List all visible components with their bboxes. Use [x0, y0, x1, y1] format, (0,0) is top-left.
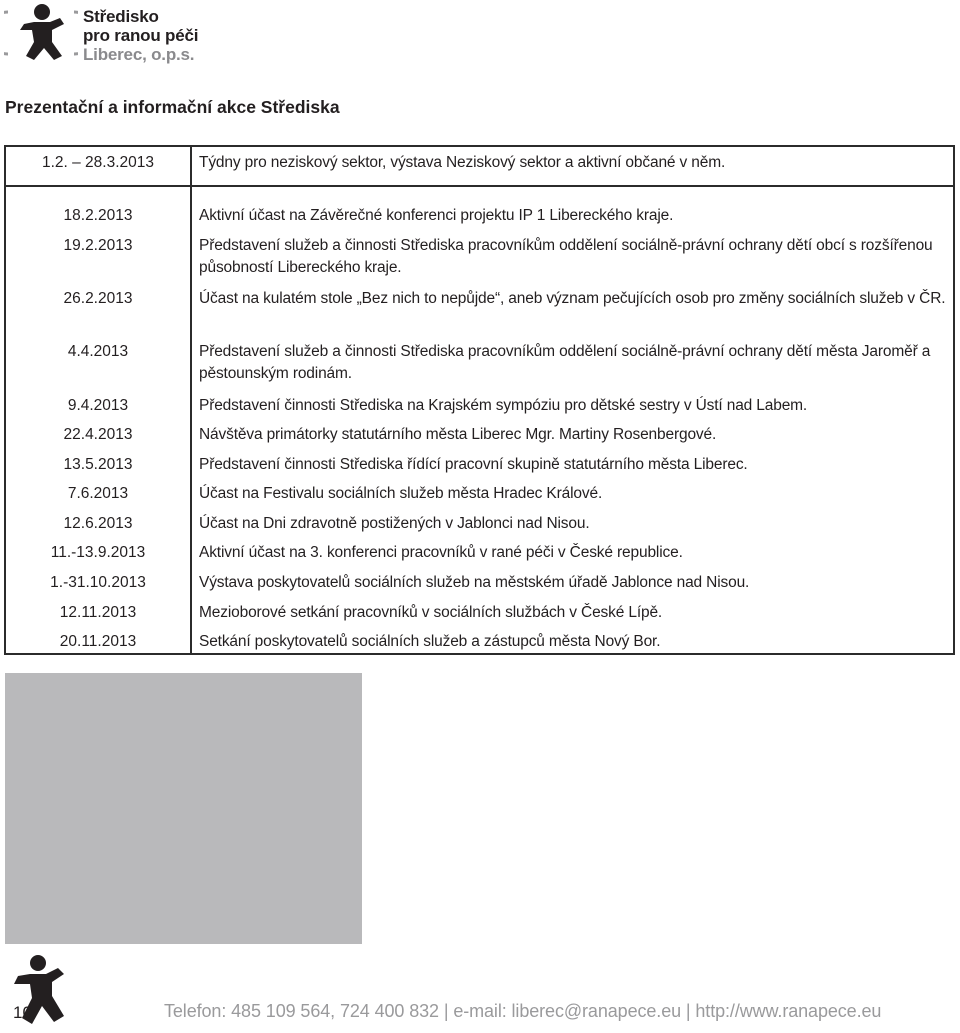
- event-description: Aktivní účast na Závěrečné konferenci projektu IP 1 Libereckého kraje.: [199, 207, 674, 224]
- event-description: Mezioborové setkání pracovníků v sociálních službách v České Lípě.: [199, 604, 663, 621]
- event-description: Představení činnosti Střediska řídící pracovní skupině statutárního města Liberec.: [199, 456, 748, 473]
- event-date: 9.4.2013: [67, 397, 129, 414]
- events-table: [4, 145, 955, 655]
- event-description: Účast na Dni zdravotně postižených v Jablonci nad Nisou.: [199, 515, 590, 532]
- event-date: 19.2.2013: [63, 237, 133, 254]
- column-divider: [190, 147, 192, 653]
- event-description: Setkání poskytovatelů sociálních služeb a zástupců města Nový Bor.: [199, 633, 661, 650]
- event-date: 18.2.2013: [63, 207, 133, 224]
- event-description: Návštěva primátorky statutárního města Liberec Mgr. Martiny Rosenbergové.: [199, 426, 717, 443]
- first-row-divider: [6, 185, 953, 187]
- organization-logo: [4, 2, 264, 64]
- event-description: Představení služeb a činnosti Střediska pracovníkům oddělení sociálně-právní ochrany dětí obcí s rozšířenou působností Libereckého kraje.: [199, 237, 933, 276]
- event-date: 13.5.2013: [63, 456, 133, 473]
- event-date: 7.6.2013: [67, 485, 129, 502]
- logo-line-2: pro ranou péči: [83, 26, 199, 45]
- logo-line-1: Středisko: [83, 7, 159, 26]
- event-description: Týdny pro neziskový sektor, výstava Neziskový sektor a aktivní občané v něm.: [199, 154, 726, 171]
- child-figure-logo-icon: [4, 2, 78, 64]
- event-description: Aktivní účast na 3. konferenci pracovníků v rané péči v České republice.: [199, 544, 683, 561]
- logo-text: [83, 7, 198, 64]
- event-date: 1.2. – 28.3.2013: [41, 154, 155, 171]
- logo-line-3: Liberec, o.p.s.: [83, 45, 195, 64]
- event-date: 1.-31.10.2013: [50, 574, 146, 591]
- section-heading: Prezentační a informační akce Střediska: [5, 97, 340, 117]
- event-date: 26.2.2013: [63, 290, 133, 307]
- event-description: Výstava poskytovatelů sociálních služeb na městském úřadě Jablonce nad Nisou.: [199, 574, 750, 591]
- event-description: Představení služeb a činnosti Střediska pracovníkům oddělení sociálně-právní ochrany dětí města Jaroměř a pěstounským rodinám.: [199, 343, 931, 382]
- event-date: 12.11.2013: [59, 604, 137, 621]
- event-date: 20.11.2013: [59, 633, 137, 650]
- footer-contact-info: Telefon: 485 109 564, 724 400 832 | e-mail: liberec@ranapece.eu | http://www.ranapece.eu: [164, 1001, 882, 1021]
- grey-image-placeholder: [5, 673, 362, 944]
- event-date: 12.6.2013: [63, 515, 133, 532]
- event-date: 22.4.2013: [63, 426, 133, 443]
- event-description: Účast na kulatém stole „Bez nich to nepůjde“, aneb význam pečujících osob pro změny sociálních služeb v ČR.: [199, 290, 946, 307]
- event-date: 11.-13.9.2013: [50, 544, 146, 561]
- event-date: 4.4.2013: [67, 343, 129, 360]
- event-description: Představení činnosti Střediska na Krajském sympóziu pro dětské sestry v Ústí nad Labem.: [199, 397, 808, 414]
- event-description: Účast na Festivalu sociálních služeb města Hradec Králové.: [199, 485, 603, 502]
- page-number: 10: [13, 1003, 32, 1022]
